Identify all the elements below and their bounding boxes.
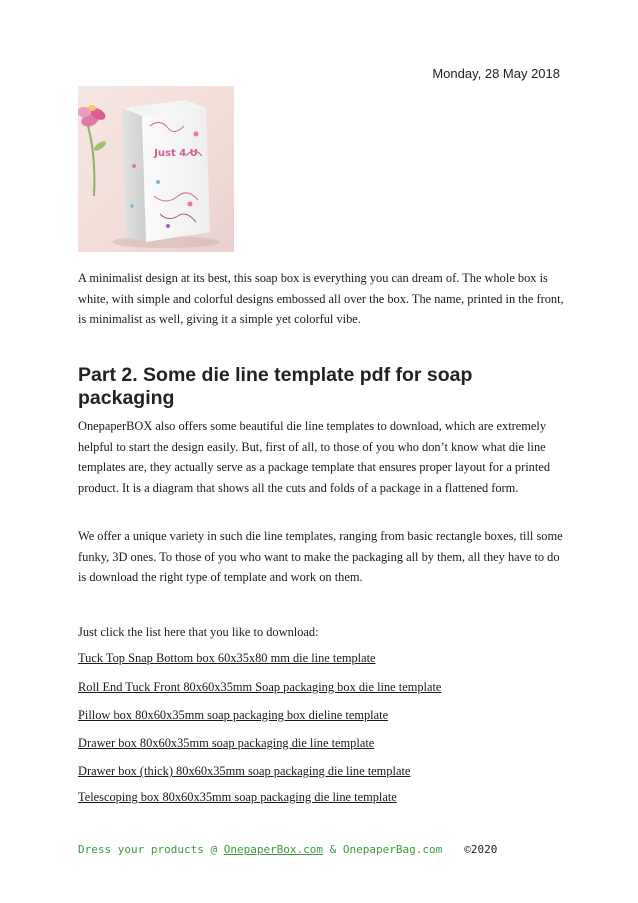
- footer-copyright: ©2020: [464, 843, 498, 856]
- template-link-pillow-box[interactable]: Pillow box 80x60x35mm soap packaging box dieline template: [78, 708, 389, 722]
- footer-link-onepaperbox[interactable]: OnepaperBox.com: [223, 843, 324, 856]
- box-brand-label: Just 4 U: [154, 148, 198, 159]
- template-link-telescoping-box[interactable]: Telescoping box 80x60x35mm soap packaging die line template: [78, 790, 397, 804]
- template-link-drawer-box[interactable]: Drawer box 80x60x35mm soap packaging die line template: [78, 736, 375, 750]
- list-intro: Just click the list here that you like to download:: [78, 625, 319, 639]
- date-header: Monday, 28 May 2018: [432, 66, 560, 81]
- section-heading: Part 2. Some die line template pdf for soap packaging: [78, 364, 473, 409]
- footer-prefix: Dress your products @: [78, 843, 224, 856]
- footer-separator: &: [323, 843, 343, 856]
- intro-paragraph: A minimalist design at its best, this soap box is everything you can dream of. The whole box is white, with simple and colorful designs embossed all over the box. The name, printed in the front, is minimalist as well, giving it a simple yet colorful vibe.: [78, 271, 564, 327]
- template-link-drawer-box-thick[interactable]: Drawer box (thick) 80x60x35mm soap packaging die line template: [78, 764, 411, 778]
- template-link-roll-end[interactable]: Roll End Tuck Front 80x60x35mm Soap packaging box die line template: [78, 680, 442, 694]
- soap-box-photo: [78, 86, 234, 252]
- section-paragraph-1: OnepaperBOX also offers some beautiful die line templates to download, which are extremely helpful to start the design easily. But, first of all, to those of you who don’t know what die line templates are, they actually serve as a package template that ensures proper layout for a printed product. It is a diagram that shows all the cuts and folds of a package in a flattened form.: [78, 419, 551, 495]
- template-link-tuck-top[interactable]: Tuck Top Snap Bottom box 60x35x80 mm die line template: [78, 651, 376, 665]
- footer: [78, 843, 497, 856]
- section-paragraph-2: We offer a unique variety in such die line templates, ranging from basic rectangle boxes, till some funky, 3D ones. To those of you who want to make the packaging all by them, all they have to do is download the right type of template and work on them.: [78, 529, 563, 585]
- footer-link-onepaperbag[interactable]: OnepaperBag.com: [342, 843, 443, 856]
